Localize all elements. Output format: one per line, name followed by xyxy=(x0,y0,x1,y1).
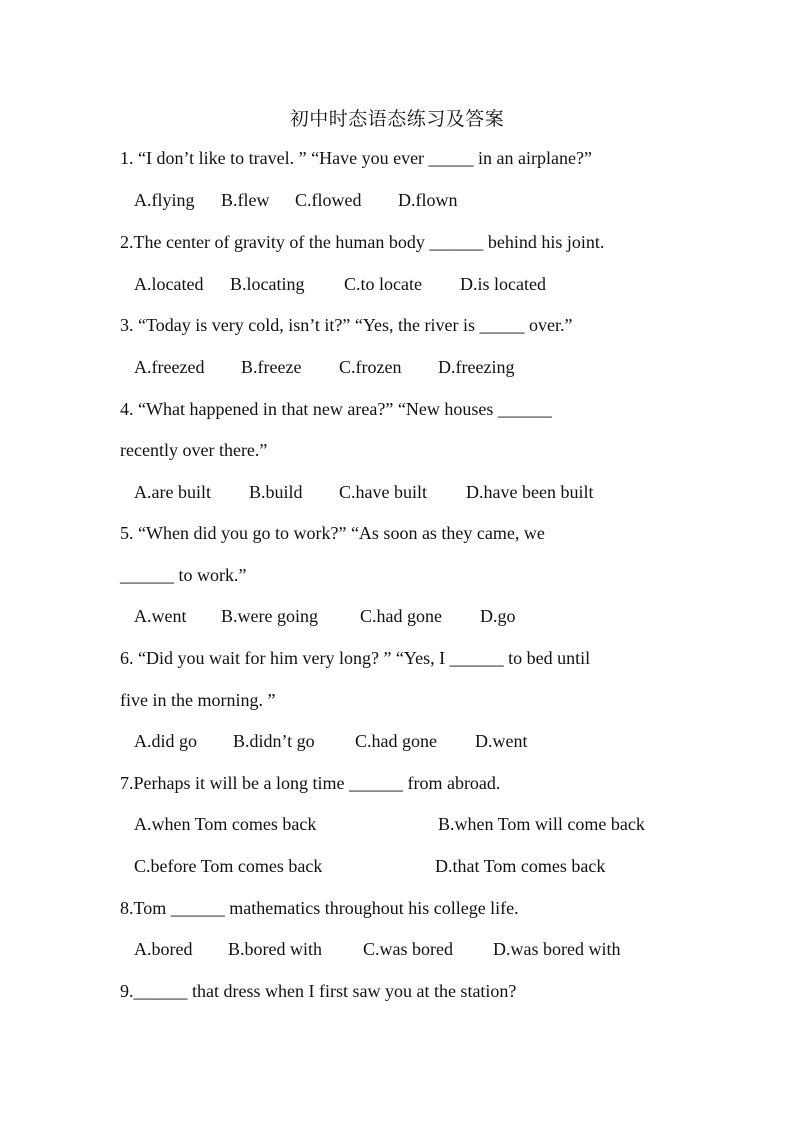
question-5-text: 5. “When did you go to work?” “As soon as they came, we xyxy=(120,523,545,543)
option-a: A.located xyxy=(134,274,204,294)
option-d: D.that Tom comes back xyxy=(435,856,606,876)
option-b: B.build xyxy=(249,482,303,502)
option-d: D.freezing xyxy=(438,357,515,377)
option-c: C.have built xyxy=(339,482,427,502)
question-8-text: 8.Tom ______ mathematics throughout his college life. xyxy=(120,898,519,918)
option-c: C.had gone xyxy=(360,606,442,626)
option-a: A.bored xyxy=(134,939,193,959)
option-b: B.when Tom will come back xyxy=(438,814,645,834)
question-6-text-cont: five in the morning. ” xyxy=(120,690,276,710)
option-a: A.when Tom comes back xyxy=(134,814,317,834)
option-d: D.went xyxy=(475,731,528,751)
question-1-text: 1. “I don’t like to travel. ” “Have you ever _____ in an airplane?” xyxy=(120,148,592,168)
option-d: D.go xyxy=(480,606,516,626)
option-c: C.before Tom comes back xyxy=(134,856,323,876)
option-a: A.are built xyxy=(134,482,211,502)
question-4-text-cont: recently over there.” xyxy=(120,440,268,460)
question-5-text-cont: ______ to work.” xyxy=(120,565,247,585)
question-3-text: 3. “Today is very cold, isn’t it?” “Yes, the river is _____ over.” xyxy=(120,315,573,335)
question-9-text: 9.______ that dress when I first saw you at the station? xyxy=(120,981,517,1001)
option-a: A.did go xyxy=(134,731,197,751)
option-b: B.didn’t go xyxy=(233,731,315,751)
question-6-text: 6. “Did you wait for him very long? ” “Yes, I ______ to bed until xyxy=(120,648,591,668)
option-d: D.was bored with xyxy=(493,939,621,959)
option-d: D.is located xyxy=(460,274,546,294)
option-a: A.flying xyxy=(134,190,195,210)
option-c: C.to locate xyxy=(344,274,422,294)
option-c: C.had gone xyxy=(355,731,437,751)
option-d: D.flown xyxy=(398,190,458,210)
option-c: C.flowed xyxy=(295,190,362,210)
question-4-text: 4. “What happened in that new area?” “New houses ______ xyxy=(120,399,552,419)
option-c: C.frozen xyxy=(339,357,402,377)
option-d: D.have been built xyxy=(466,482,594,502)
option-b: B.flew xyxy=(221,190,270,210)
option-a: A.freezed xyxy=(134,357,205,377)
option-a: A.went xyxy=(134,606,187,626)
option-b: B.freeze xyxy=(241,357,302,377)
question-7-text: 7.Perhaps it will be a long time ______ from abroad. xyxy=(120,773,501,793)
page-title: 初中时态语态练习及答案 xyxy=(289,108,505,130)
option-b: B.locating xyxy=(230,274,305,294)
question-2-text: 2.The center of gravity of the human body ______ behind his joint. xyxy=(120,232,605,252)
option-b: B.bored with xyxy=(228,939,322,959)
option-c: C.was bored xyxy=(363,939,453,959)
option-b: B.were going xyxy=(221,606,318,626)
